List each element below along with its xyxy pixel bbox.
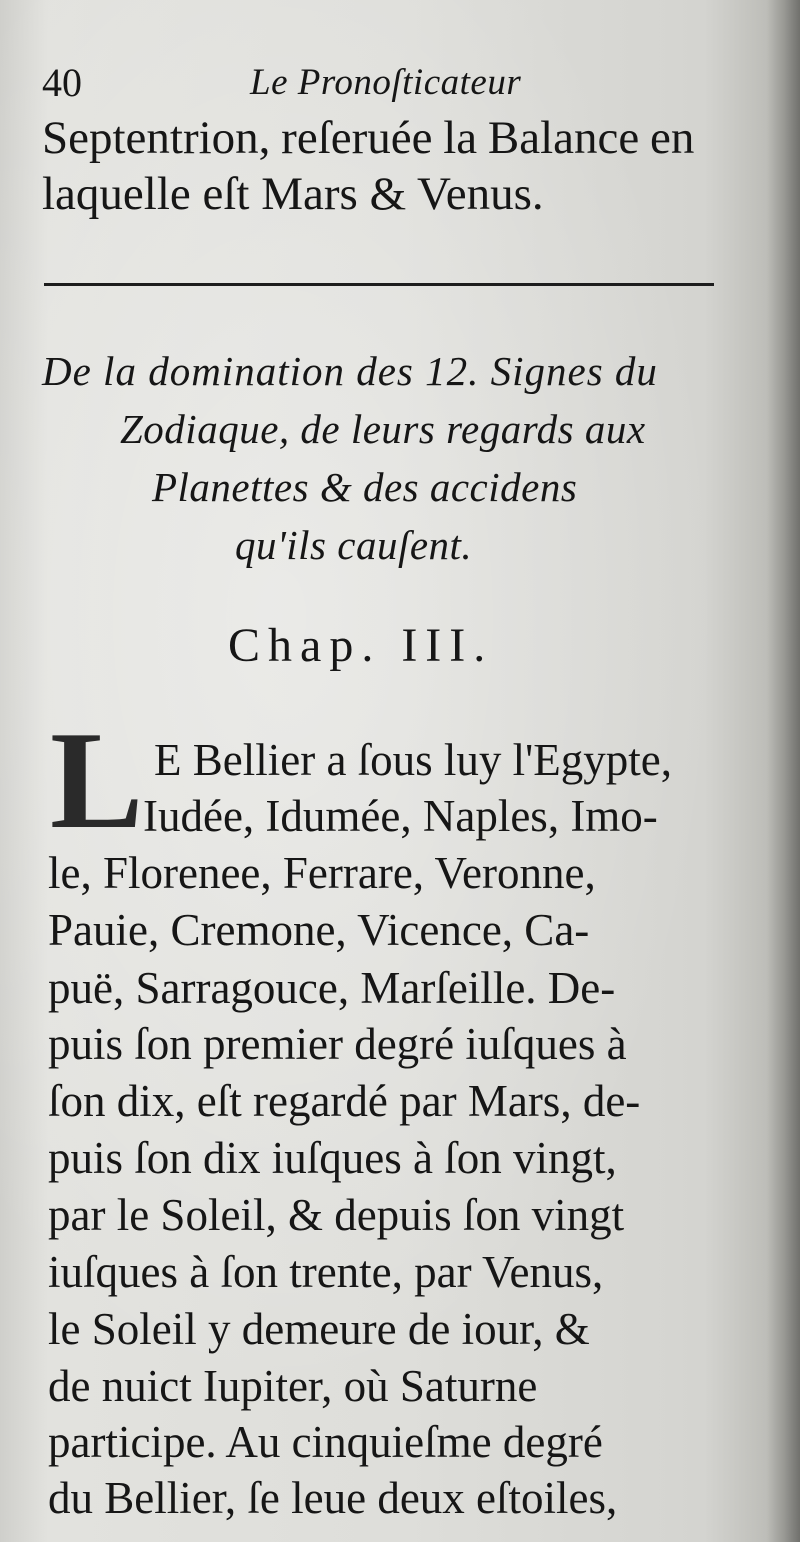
carryover-line: laquelle eſt Mars & Venus. (42, 168, 544, 220)
running-head: Le Pronoſticateur (250, 62, 522, 103)
page-header (42, 58, 742, 108)
body-line: Iudée, Idumée, Naples, Imo- (143, 791, 658, 841)
body-line: ſon dix, eſt regardé par Mars, de- (48, 1076, 641, 1126)
chapter-heading-line: Planettes & des accidens (152, 464, 578, 510)
body-line: participe. Au cinquieſme degré (48, 1417, 603, 1467)
chapter-label: Chap. III. (228, 619, 494, 672)
body-line: iuſques à ſon trente, par Venus, (48, 1247, 604, 1297)
body-line: puë, Sarragouce, Marſeille. De- (48, 963, 616, 1013)
body-line: E Bellier a ſous luy l'Egypte, (154, 735, 673, 785)
section-divider (44, 283, 714, 286)
body-line: Pauie, Cremone, Vicence, Ca- (48, 905, 590, 955)
page-edge-shadow (766, 0, 800, 1542)
body-line: puis ſon dix iuſques à ſon vingt, (48, 1133, 617, 1183)
chapter-heading-line: De la domination des 12. Signes du (42, 348, 658, 394)
body-line: puis ſon premier degré iuſques à (48, 1019, 627, 1069)
carryover-line: Septentrion, reſeruée la Balance en (42, 112, 695, 164)
body-line: du Bellier, ſe leue deux eſtoiles, (48, 1473, 618, 1523)
drop-cap: L (50, 703, 144, 858)
body-line: par le Soleil, & depuis ſon vingt (48, 1190, 625, 1240)
body-line: de nuict Iupiter, où Saturne (48, 1361, 538, 1411)
chapter-heading-line: Zodiaque, de leurs regards aux (120, 406, 646, 452)
chapter-heading-line: qu'ils cauſent. (235, 522, 473, 568)
page-number: 40 (42, 60, 82, 105)
body-line: le Soleil y demeure de iour, & (48, 1304, 590, 1354)
body-line: le, Florenee, Ferrare, Veronne, (48, 848, 596, 898)
